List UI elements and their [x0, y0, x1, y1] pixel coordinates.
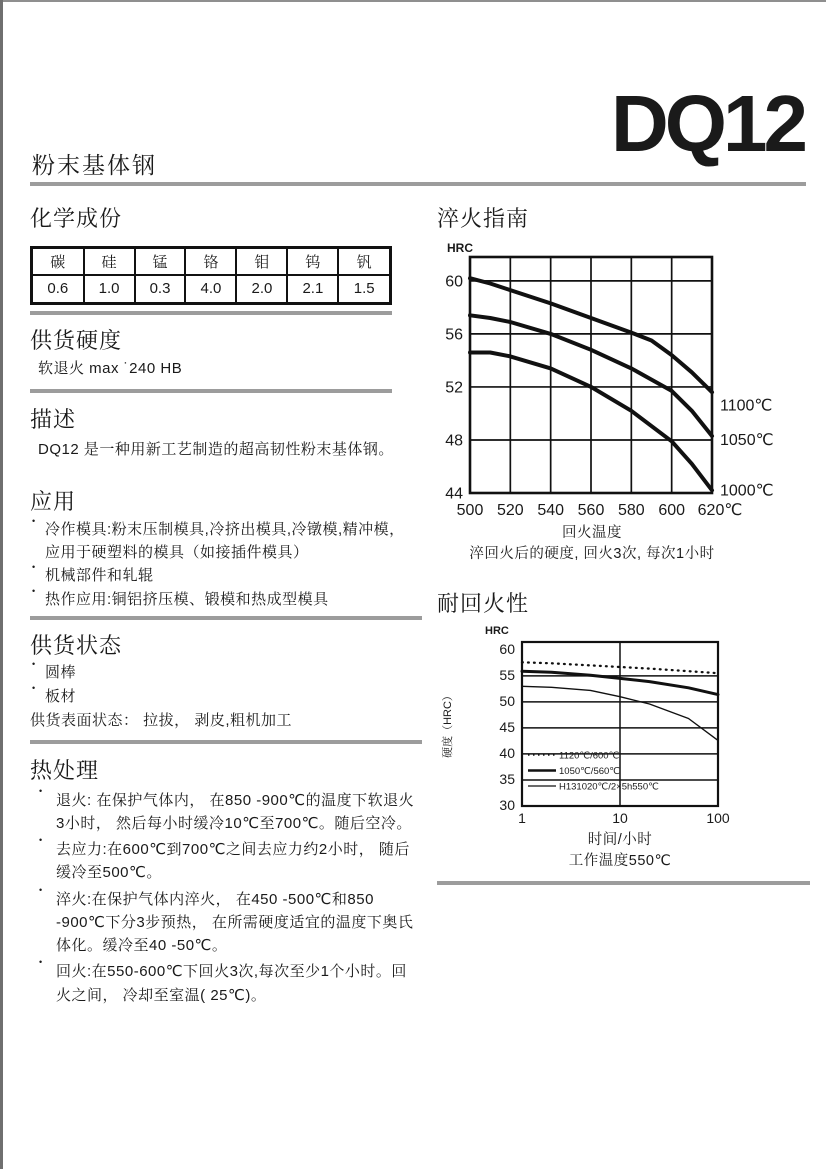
section-title-applications: 应用	[30, 489, 77, 514]
temper-chart-title: 耐回火性	[437, 591, 530, 617]
chem-cell: 锰	[135, 248, 186, 275]
svg-text:40: 40	[499, 744, 515, 761]
chem-value-row	[32, 275, 391, 304]
chem-cell: 2.1	[287, 275, 338, 304]
svg-text:35: 35	[499, 770, 515, 787]
list-item: • 淬火:在保护气体内淬火， 在450 -500℃和850 -900℃下分3步预热， 在所需硬度适宜的温度下奥氏体化。缓冷至40 -50℃。	[30, 888, 422, 958]
chem-cell: 铬	[185, 248, 236, 275]
list-item: • 板材	[30, 686, 428, 709]
svg-text:600: 600	[658, 502, 686, 519]
svg-text:硬度（HRC）: 硬度（HRC）	[442, 690, 454, 758]
chem-cell: 4.0	[185, 275, 236, 304]
quench-chart	[437, 239, 810, 521]
svg-text:60: 60	[445, 273, 463, 291]
svg-text:1100℃: 1100℃	[720, 397, 773, 415]
svg-text:55: 55	[499, 666, 515, 683]
svg-text:1050℃: 1050℃	[720, 431, 774, 449]
list-item: • 回火:在550-600℃下回火3次,每次至少1个小时。回火之间， 冷却至室温( 25℃)。	[30, 960, 422, 1007]
section-title-chemistry: 化学成份	[30, 206, 123, 231]
header-rule	[30, 182, 806, 186]
chem-header-row	[32, 248, 391, 275]
section-rule	[30, 616, 422, 620]
surface-state-line: 供货表面状态： 拉拔， 剥皮,粗机加工	[30, 712, 293, 729]
right-column	[437, 196, 815, 885]
svg-text:1050℃/560℃: 1050℃/560℃	[559, 766, 620, 778]
chem-cell: 碳	[32, 248, 84, 275]
page-border-left	[0, 0, 3, 1169]
chem-cell: 1.0	[84, 275, 135, 304]
svg-text:56: 56	[445, 326, 463, 344]
svg-text:H131020℃/2×5h550℃: H131020℃/2×5h550℃	[559, 781, 659, 793]
svg-text:100: 100	[706, 810, 730, 827]
left-column	[30, 196, 428, 1007]
svg-text:30: 30	[499, 797, 515, 814]
chem-cell: 钼	[236, 248, 287, 275]
svg-text:1: 1	[518, 810, 526, 827]
section-rule	[437, 881, 810, 885]
list-item: • 热作应用:铜铝挤压模、锻模和热成型模具	[30, 589, 422, 612]
quench-chart-caption-block	[437, 523, 747, 565]
svg-text:520: 520	[496, 502, 524, 519]
temper-chart-caption: 工作温度550℃	[568, 853, 672, 870]
section-rule	[30, 389, 392, 393]
section-title-delivery: 供货状态	[30, 633, 123, 658]
svg-text:45: 45	[499, 718, 515, 735]
section-rule	[30, 311, 392, 315]
svg-text:580: 580	[617, 502, 645, 519]
svg-text:48: 48	[445, 432, 463, 450]
svg-text:HRC: HRC	[447, 241, 473, 255]
list-item: • 去应力:在600℃到700℃之间去应力约2小时， 随后缓冷至500℃。	[30, 838, 422, 885]
chem-cell: 1.5	[338, 275, 390, 304]
list-item: • 冷作模具:粉末压制模具,冷挤出模具,冷镦模,精冲模， 应用于硬塑料的模具（如接插件模具）	[30, 519, 422, 564]
heat-treatment-list	[30, 789, 422, 1007]
chem-cell: 2.0	[236, 275, 287, 304]
chem-cell: 0.3	[135, 275, 186, 304]
description-text: DQ12 是一种用新工艺制造的超高韧性粉末基体钢。	[38, 440, 394, 458]
chem-cell: 钨	[287, 248, 338, 275]
quench-chart-caption: 淬回火后的硬度, 回火3次, 每次1小时	[469, 546, 715, 563]
chem-cell: 硅	[84, 248, 135, 275]
quench-chart-xlabel: 回火温度	[562, 525, 622, 541]
applications-list	[30, 519, 422, 611]
svg-text:540: 540	[537, 502, 565, 519]
hardness-line: 软退火 max ˙240 HB	[38, 360, 183, 377]
quench-chart-title: 淬火指南	[437, 206, 530, 231]
svg-text:620℃: 620℃	[697, 502, 743, 519]
header	[30, 79, 806, 182]
svg-text:HRC: HRC	[485, 625, 509, 638]
svg-text:60: 60	[499, 640, 515, 657]
svg-text:1120℃/600℃: 1120℃/600℃	[559, 750, 620, 762]
temper-chart-xlabel: 时间/小时	[587, 832, 653, 849]
list-item: • 机械部件和轧辊	[30, 565, 422, 588]
svg-text:50: 50	[499, 692, 515, 709]
section-title-hardness: 供货硬度	[30, 328, 123, 353]
svg-text:52: 52	[445, 379, 463, 397]
svg-text:10: 10	[612, 810, 628, 827]
list-item: • 圆棒	[30, 662, 428, 685]
product-name-title: DQ12	[611, 79, 804, 168]
svg-text:500: 500	[456, 502, 484, 519]
section-title-heat: 热处理	[30, 757, 100, 783]
svg-text:44: 44	[445, 485, 463, 503]
page-border-top	[0, 0, 826, 2]
section-rule	[30, 740, 422, 744]
list-item: • 退火: 在保护气体内， 在850 -900℃的温度下软退火3小时， 然后每小时缓冷10℃至700℃。随后空冷。	[30, 789, 422, 836]
delivery-list	[30, 662, 428, 708]
page-category-title: 粉末基体钢	[32, 152, 157, 178]
temper-chart-caption-block	[437, 830, 803, 872]
chem-cell: 钒	[338, 248, 390, 275]
section-title-description: 描述	[30, 406, 77, 432]
chemistry-table	[30, 246, 392, 305]
svg-text:560: 560	[577, 502, 605, 519]
chem-cell: 0.6	[32, 275, 84, 304]
svg-text:1000℃: 1000℃	[720, 482, 774, 500]
temper-chart	[437, 622, 810, 828]
